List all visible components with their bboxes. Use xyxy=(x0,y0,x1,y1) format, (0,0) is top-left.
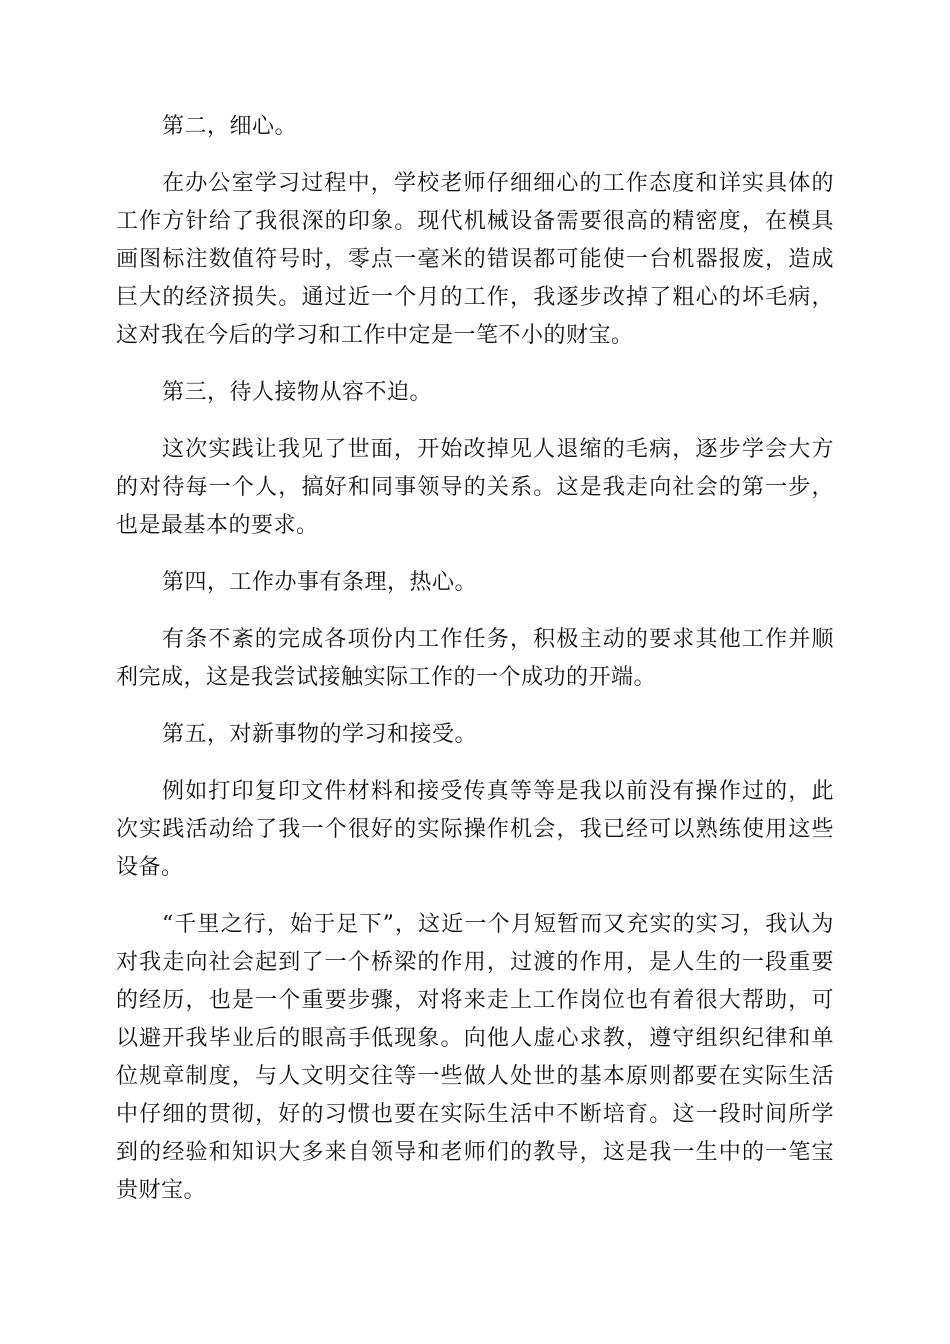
paragraph-new-things: 例如打印复印文件材料和接受传真等等是我以前没有操作过的，此次实践活动给了我一个很好的实际操作机会，我已经可以熟练使用这些设备。 xyxy=(116,779,834,880)
document-page xyxy=(116,108,834,1229)
section-heading-second: 第二，细心。 xyxy=(162,114,298,139)
section-heading-third: 第三，待人接物从容不迫。 xyxy=(162,380,433,405)
section-heading-fourth: 第四，工作办事有条理，热心。 xyxy=(162,570,478,595)
paragraph-composure: 这次实践让我见了世面，开始改掉见人退缩的毛病，逐步学会大方的对待每一个人，搞好和同事领导的关系。这是我走向社会的第一步，也是最基本的要求。 xyxy=(116,437,834,538)
paragraph-organization: 有条不紊的完成各项份内工作任务，积极主动的要求其他工作并顺利完成，这是我尝试接触实际工作的一个成功的开端。 xyxy=(116,627,834,690)
paragraph-conclusion: “千里之行，始于足下”，这近一个月短暂而又充实的实习，我认为对我走向社会起到了一个桥梁的作用，过渡的作用，是人生的一段重要的经历，也是一个重要步骤，对将来走上工作岗位也有着很大帮助，可以避开我毕业后的眼高手低现象。向他人虚心求教，遵守组织纪律和单位规章制度，与人文明交往等一些做人处世的基本原则都要在实际生活中仔细的贯彻，好的习惯也要在实际生活中不断培育。这一段时间所学到的经验和知识大多来自领导和老师们的教导，这是我一生中的一笔宝贵财宝。 xyxy=(116,912,834,1203)
section-heading-fifth: 第五，对新事物的学习和接受。 xyxy=(162,722,478,747)
paragraph-carefulness: 在办公室学习过程中，学校老师仔细细心的工作态度和详实具体的工作方针给了我很深的印象。现代机械设备需要很高的精密度，在模具画图标注数值符号时，零点一毫米的错误都可能使一台机器报废，造成巨大的经济损失。通过近一个月的工作，我逐步改掉了粗心的坏毛病，这对我在今后的学习和工作中定是一笔不小的财宝。 xyxy=(116,171,834,348)
